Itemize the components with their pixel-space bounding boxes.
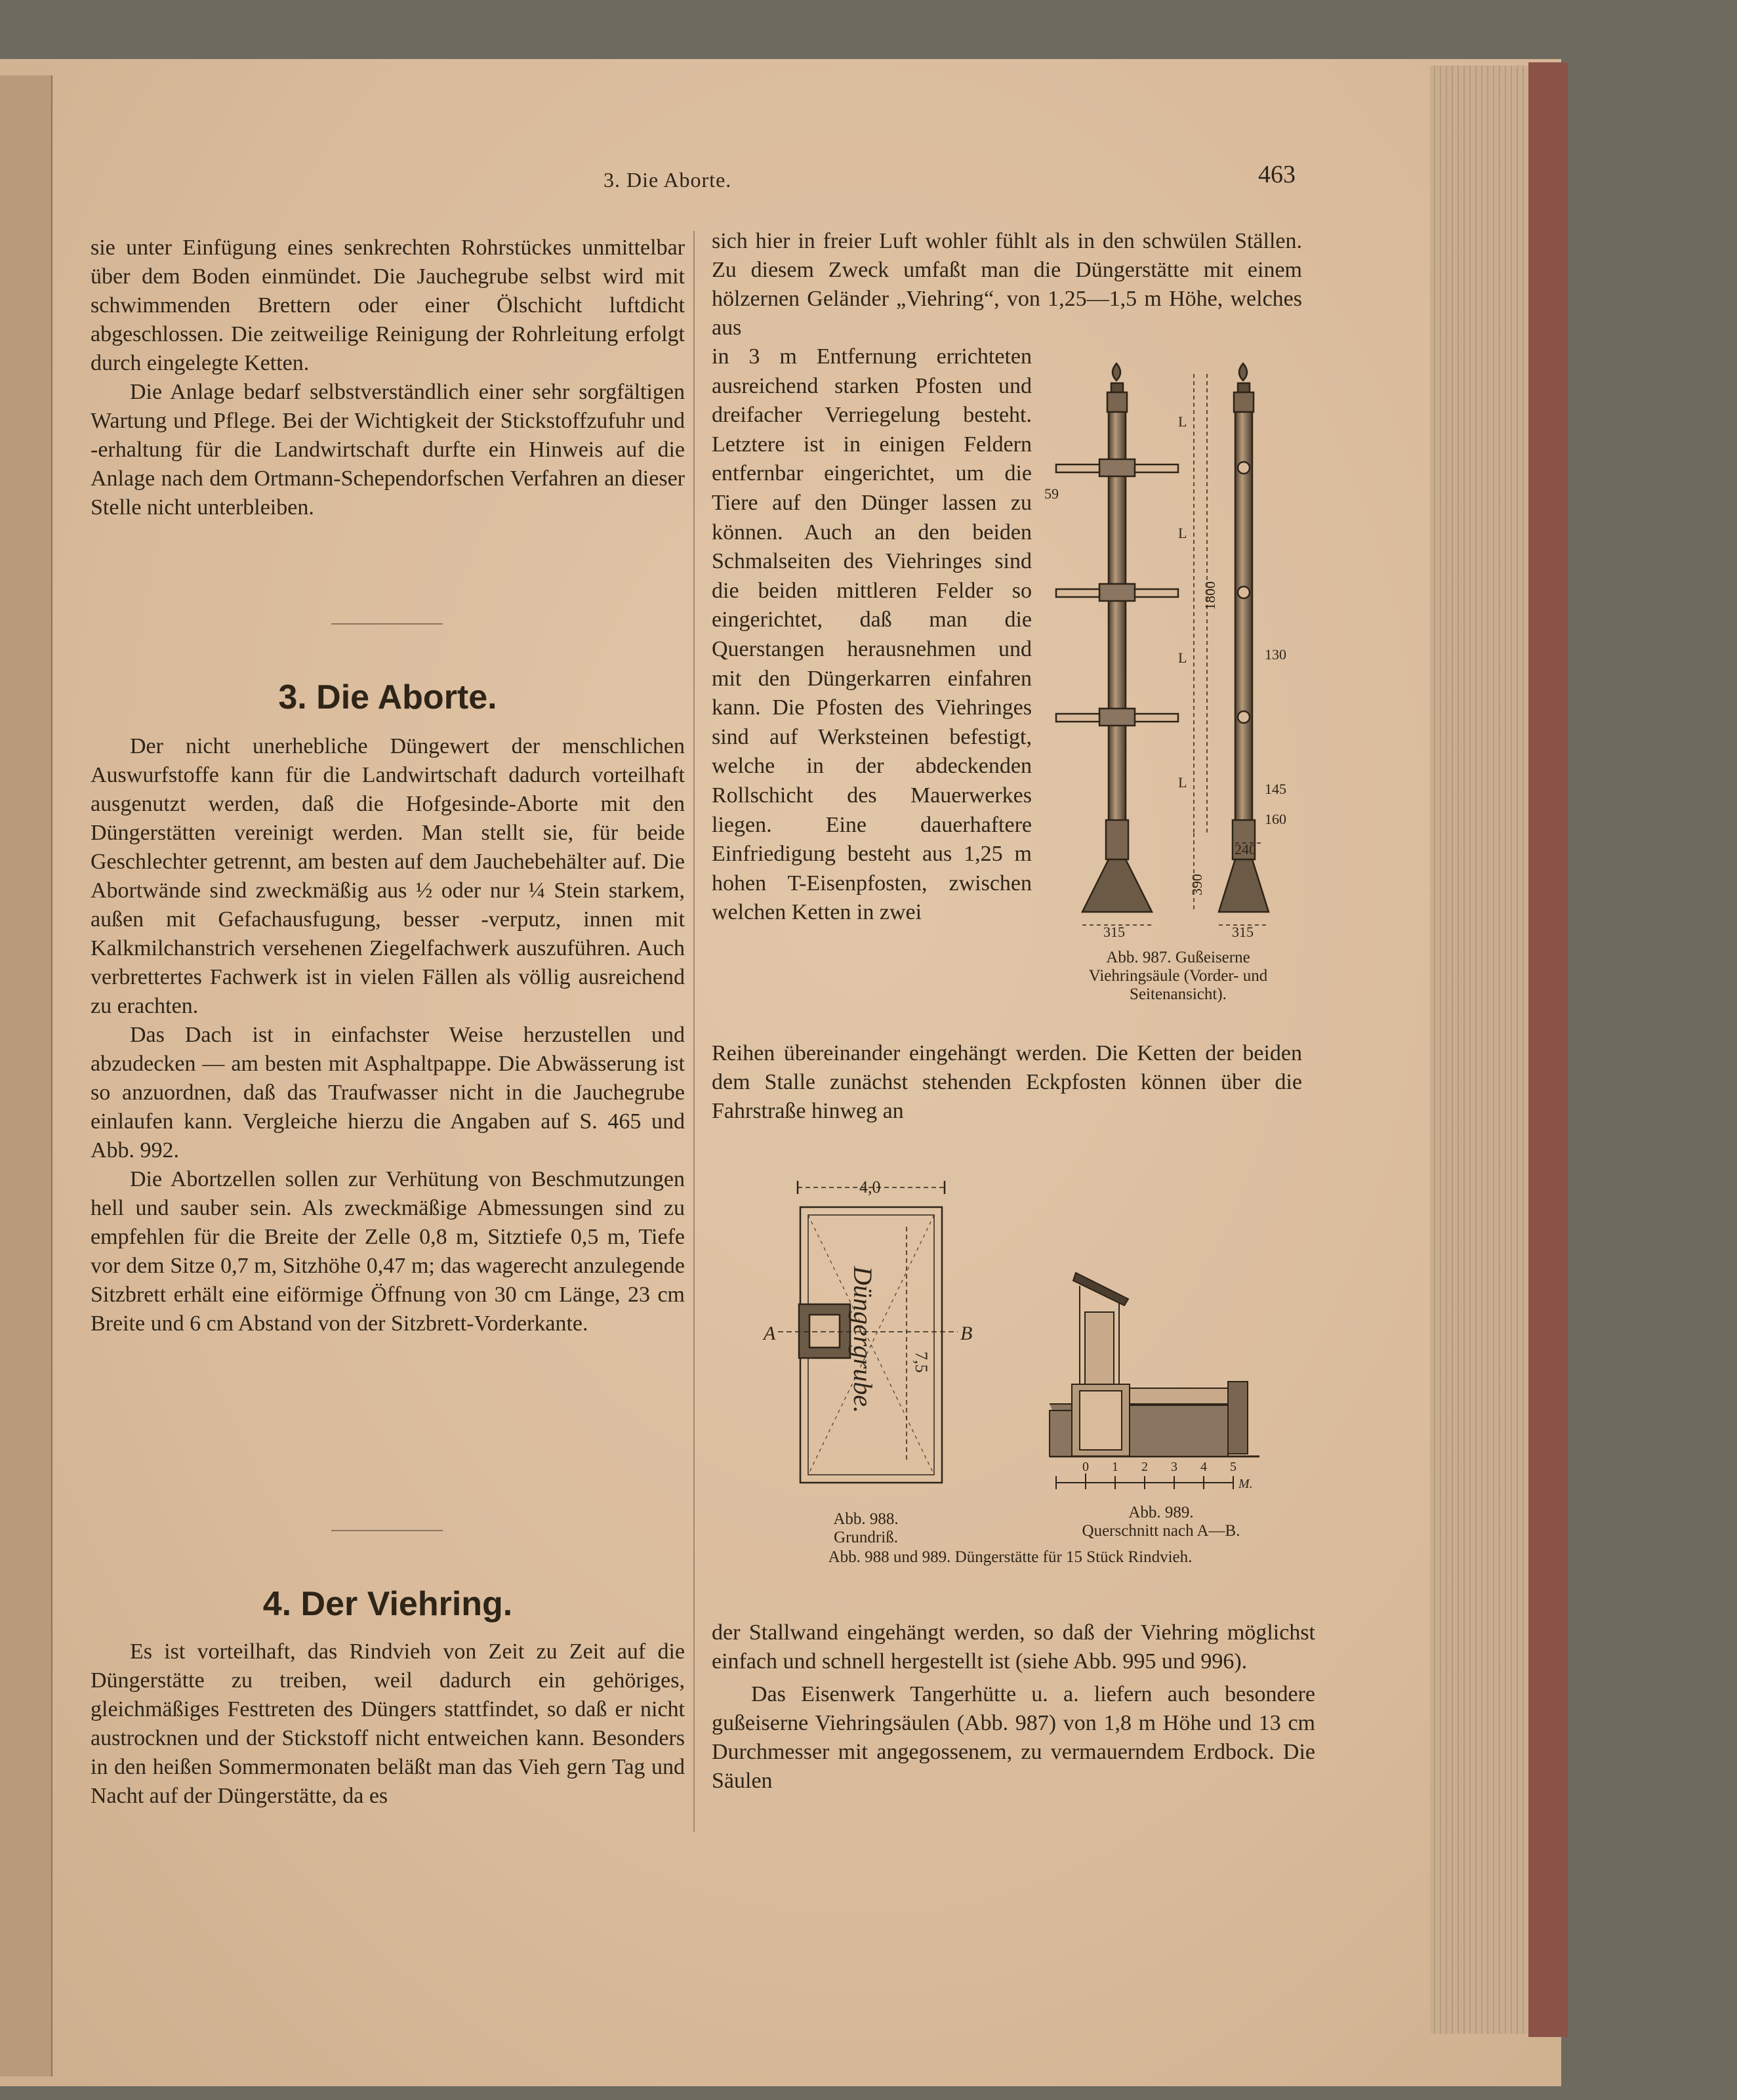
figure-988-label: [781, 1510, 951, 1547]
paragraph: in 3 m Entfernung errichteten ausreichend starken Pfosten und dreifacher Verriegelung besteht. Letztere ist in einigen Feldern entfernbar eingerichtet, um die Tiere auf den Dünger lassen zu können. Auch an den beiden Schmalseiten des Viehringes sind die beiden mittleren Felder so eingerichtet, daß man die Querstangen herausnehmen und mit den Düngerkarren einfahren kann. Die Pfosten des Viehringes sind auf Werksteinen befestigt, welche in der abdeckenden Rollschicht des Mauerwerkes liegen. Eine dauerhaftere Einfriedigung besteht aus 1,25 m hohen T-Eisenpfosten, zwischen welchen Ketten in zwei: [712, 344, 1032, 925]
dim-315: 315: [1232, 924, 1254, 938]
dim-L: L: [1178, 649, 1187, 666]
figure-989-label: [1043, 1504, 1279, 1540]
paragraph: Das Eisenwerk Tangerhütte u. a. liefern auch besondere gußeiserne Viehringsäulen (Abb. 987) von 1,8 m Höhe und 13 cm Durchmesser mit angegossenem, zu vermauerndem Erdbock. Die Säulen: [712, 1682, 1315, 1793]
section-heading-viehring: 4. Der Viehring.: [262, 1585, 513, 1623]
paragraph: Reihen übereinander eingehängt werden. Die Ketten der beiden dem Stalle zunächst stehenden Eckpfosten können über die Fahrstraße hinweg an: [712, 1041, 1302, 1123]
figure-989-section: [1043, 1260, 1266, 1496]
caption-line: Abb. 987. Gußeiserne: [1106, 949, 1250, 966]
scale-label: 4: [1200, 1460, 1207, 1474]
dim-L: L: [1178, 774, 1187, 791]
dim-L: L: [1178, 413, 1187, 430]
caption-line: Abb. 988.: [833, 1510, 899, 1528]
paragraph: Die Abortzellen sollen zur Verhütung von Beschmutzungen hell und sauber sein. Als zweckmäßige Abmessungen sind zu empfehlen für die Breite der Zelle 0,8 m, Sitztiefe 0,5 m, Tiefe vor dem Sitze 0,7 m, Sitzhöhe 0,47 m; das wagerecht anzulegende Sitzbrett erhält eine eiförmige Öffnung von 30 cm Länge, 23 cm Breite und 6 cm Abstand von der Sitzbrett-Vorderkante.: [91, 1167, 685, 1336]
caption-line: Viehringsäule (Vorder- und: [1088, 967, 1268, 985]
scale-label: 0: [1082, 1460, 1089, 1474]
section-rule: [331, 623, 443, 625]
paragraph: sich hier in freier Luft wohler fühlt als in den schwülen Ställen. Zu diesem Zweck umfaßt man die Düngerstätte mit einem hölzernen Geländer „Viehring“, von 1,25—1,5 m Höhe, welches aus: [712, 229, 1302, 340]
book-cover-edge: [1528, 62, 1568, 2037]
left-column-aborte: [91, 732, 685, 1338]
paragraph: Es ist vorteilhaft, das Rindvieh von Zeit zu Zeit auf die Düngerstätte zu treiben, weil dadurch ein gehöriges, gleichmäßiges Festtreten des Düngers stattfindet, so daß er nicht austrocknen und der Stickstoff nicht entweichen kann. Besonders in den heißen Sommermonaten beläßt man das Vieh gern Tag und Nacht auf der Düngerstätte, da es: [91, 1639, 685, 1808]
facing-page-edge: [0, 75, 52, 2076]
caption-line: Querschnitt nach A—B.: [1082, 1522, 1240, 1540]
page-number: 463: [1258, 161, 1296, 188]
caption-line: Abb. 989.: [1128, 1504, 1194, 1521]
caption-line: Grundriß.: [834, 1529, 898, 1546]
caption-line: Seitenansicht).: [1130, 985, 1227, 1003]
right-column-top: [712, 227, 1302, 342]
mark-b: B: [960, 1323, 973, 1344]
left-column-viehring: [91, 1637, 685, 1811]
right-column-bottom: [712, 1618, 1315, 1796]
scale-label: 1: [1112, 1460, 1118, 1474]
mark-a: A: [764, 1323, 776, 1344]
paragraph: der Stallwand eingehängt werden, so daß der Viehring möglichst einfach und schnell hergestellt ist (siehe Abb. 995 und 996).: [712, 1620, 1315, 1674]
figure-988-plan: [754, 1174, 977, 1502]
dim-1800: 1800: [1202, 581, 1218, 610]
column-divider: [693, 231, 695, 1832]
dim-4-0: 4,0: [859, 1178, 881, 1197]
section-rule: [331, 1530, 443, 1531]
running-head: 3. Die Aborte.: [603, 168, 732, 192]
figure-988-989-caption: Abb. 988 und 989. Düngerstätte für 15 Stück Rindvieh.: [828, 1548, 1193, 1566]
section-heading-aborte: 3. Die Aborte.: [278, 678, 497, 716]
scale-unit: M.: [1238, 1477, 1253, 1491]
paragraph: Der nicht unerhebliche Düngewert der menschlichen Auswurfstoffe kann für die Landwirtschaft dadurch vorteilhaft ausgenutzt werden, daß die Hofgesinde-Aborte mit den Düngerstätten vereinigt werden. Man stellt sie, für beide Geschlechter getrennt, am besten auf dem Jauchebehälter auf. Die Abortwände sind zweckmäßig aus ½ oder nur ¼ Stein starkem, außen mit Gefachausfugung, besser -verputz, innen mit Kalkmilchanstrich versehenen Ziegelfachwerk auszuführen. Auch verbrettertes Fachwerk ist in vielen Fällen als völlig ausreichend zu erachten.: [91, 734, 685, 1018]
figure-987-posts: [1043, 361, 1318, 938]
right-column-wrapped-text: [712, 342, 1032, 928]
dim-160: 160: [1265, 811, 1286, 827]
dim-7-5: 7,5: [912, 1351, 931, 1373]
right-column-continued: [712, 1039, 1302, 1126]
scale-label: 3: [1171, 1460, 1177, 1474]
paragraph: sie unter Einfügung eines senkrechten Rohrstückes unmittelbar über dem Boden einmündet. Die Jauchegrube selbst wird mit schwimmenden Brettern oder einer Ölschicht luftdicht abgeschlossen. Die zeitweilige Reinigung der Rohrleitung erfolgt durch eingelegte Ketten.: [91, 236, 685, 375]
dim-L: L: [1178, 525, 1187, 541]
label-duengergrube: Düngergrube.: [848, 1266, 878, 1414]
scale-label: 2: [1141, 1460, 1148, 1474]
paragraph: Die Anlage bedarf selbstverständlich einer sehr sorgfältigen Wartung und Pflege. Bei der Wichtigkeit der Stickstoffzufuhr und -erhaltung für die Landwirtschaft durfte ein Hinweis auf die Anlage nach dem Ortmann-Schependorfschen Verfahren an dieser Stelle nicht unterbleiben.: [91, 380, 685, 520]
paragraph: Das Dach ist in einfachster Weise herzustellen und abzudecken — am besten mit Asphaltpappe. Die Abwässerung ist so anzuordnen, daß das Traufwasser nicht in die Jauchegrube einlaufen kann. Vergleiche hierzu die Angaben auf S. 465 und Abb. 992.: [91, 1023, 685, 1163]
scale-label: 5: [1230, 1460, 1236, 1474]
dim-390: 390: [1189, 874, 1205, 896]
dim-145: 145: [1265, 781, 1286, 797]
dim-59: 59: [1044, 485, 1059, 502]
dim-130: 130: [1265, 646, 1286, 663]
figure-987-caption: [1047, 949, 1309, 1004]
dim-240: 240: [1235, 841, 1256, 857]
dim-315: 315: [1103, 924, 1125, 938]
left-column: [91, 234, 685, 522]
